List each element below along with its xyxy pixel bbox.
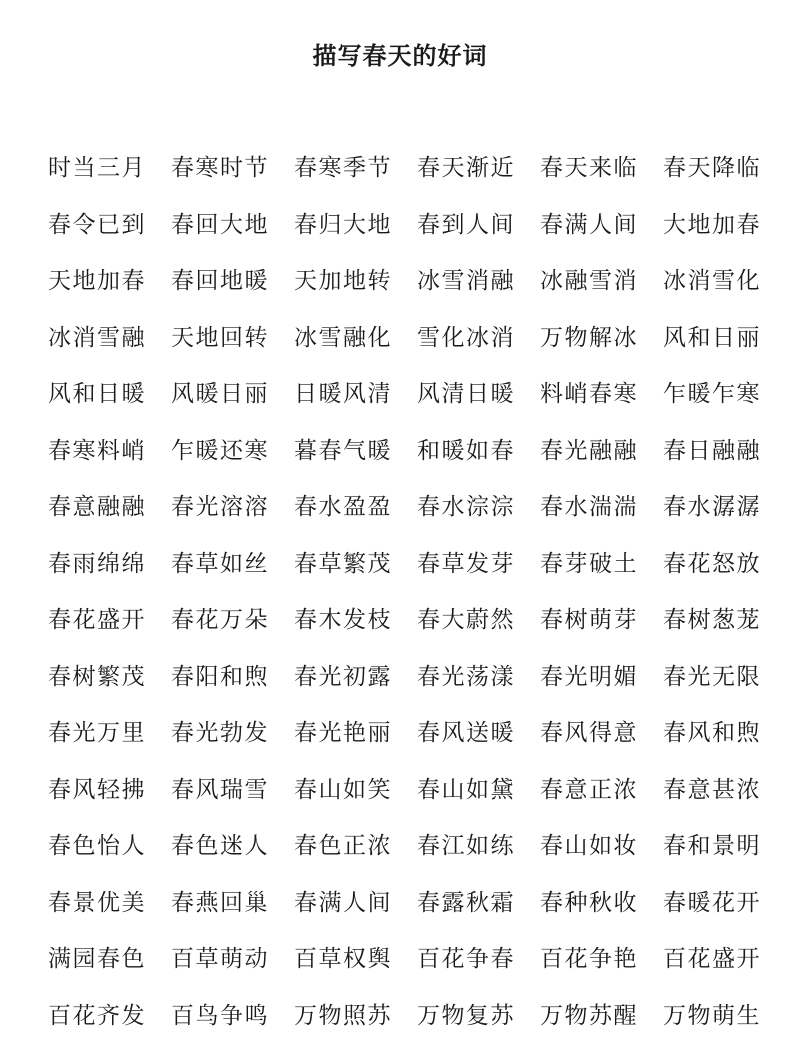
word-term: 春大蔚然 (417, 600, 540, 640)
word-term: 万物萌生 (663, 996, 786, 1036)
word-term: 时当三月 (48, 148, 171, 188)
word-term: 春光荡漾 (417, 657, 540, 697)
word-term: 春满人间 (540, 205, 663, 245)
word-row (48, 996, 788, 1052)
word-term: 春光溶溶 (171, 487, 294, 527)
word-term: 风清日暖 (417, 374, 540, 414)
word-term: 万物照苏 (294, 996, 417, 1036)
word-term: 雪化冰消 (417, 318, 540, 358)
word-term: 春色迷人 (171, 826, 294, 866)
word-term: 冰消雪化 (663, 261, 786, 301)
word-term: 春山如妆 (540, 826, 663, 866)
word-term: 冰雪消融 (417, 261, 540, 301)
word-row (48, 826, 788, 883)
word-row (48, 261, 788, 318)
word-term: 春意甚浓 (663, 770, 786, 810)
word-row (48, 431, 788, 488)
word-term: 春露秋霜 (417, 883, 540, 923)
word-term: 天地回转 (171, 318, 294, 358)
word-term: 料峭春寒 (540, 374, 663, 414)
word-term: 春回地暖 (171, 261, 294, 301)
word-term: 百花争春 (417, 939, 540, 979)
word-row (48, 374, 788, 431)
word-term: 冰融雪消 (540, 261, 663, 301)
word-term: 春山如笑 (294, 770, 417, 810)
word-term: 春意融融 (48, 487, 171, 527)
word-term: 风和日暖 (48, 374, 171, 414)
word-term: 春天来临 (540, 148, 663, 188)
word-term: 春暖花开 (663, 883, 786, 923)
word-term: 春意正浓 (540, 770, 663, 810)
word-term: 春景优美 (48, 883, 171, 923)
word-row (48, 318, 788, 375)
word-term: 春和景明 (663, 826, 786, 866)
word-term: 春风瑞雪 (171, 770, 294, 810)
word-term: 春天降临 (663, 148, 786, 188)
word-term: 春光明媚 (540, 657, 663, 697)
word-term: 春木发枝 (294, 600, 417, 640)
word-row (48, 205, 788, 262)
word-term: 春光勃发 (171, 713, 294, 753)
word-term: 春到人间 (417, 205, 540, 245)
word-term: 春山如黛 (417, 770, 540, 810)
word-term: 万物苏醒 (540, 996, 663, 1036)
word-term: 春种秋收 (540, 883, 663, 923)
word-term: 春风得意 (540, 713, 663, 753)
word-term: 天加地转 (294, 261, 417, 301)
word-grid (48, 148, 788, 1052)
word-row (48, 600, 788, 657)
word-term: 春花盛开 (48, 600, 171, 640)
word-term: 春色正浓 (294, 826, 417, 866)
word-term: 百草萌动 (171, 939, 294, 979)
word-term: 和暖如春 (417, 431, 540, 471)
word-term: 春水淙淙 (417, 487, 540, 527)
word-row (48, 487, 788, 544)
word-term: 春光万里 (48, 713, 171, 753)
word-row (48, 770, 788, 827)
word-term: 风暖日丽 (171, 374, 294, 414)
word-term: 万物解冰 (540, 318, 663, 358)
word-term: 春风送暖 (417, 713, 540, 753)
word-term: 春寒时节 (171, 148, 294, 188)
word-term: 春寒料峭 (48, 431, 171, 471)
word-term: 春风和煦 (663, 713, 786, 753)
word-term: 春风轻拂 (48, 770, 171, 810)
word-term: 春色怡人 (48, 826, 171, 866)
word-row (48, 544, 788, 601)
word-term: 春树萌芽 (540, 600, 663, 640)
word-term: 春日融融 (663, 431, 786, 471)
word-term: 春水湍湍 (540, 487, 663, 527)
word-term: 春花万朵 (171, 600, 294, 640)
word-row (48, 148, 788, 205)
word-term: 春令已到 (48, 205, 171, 245)
word-term: 春水盈盈 (294, 487, 417, 527)
word-term: 春满人间 (294, 883, 417, 923)
word-term: 万物复苏 (417, 996, 540, 1036)
word-term: 大地加春 (663, 205, 786, 245)
word-row (48, 657, 788, 714)
word-term: 百鸟争鸣 (171, 996, 294, 1036)
word-row (48, 883, 788, 940)
word-term: 百花争艳 (540, 939, 663, 979)
word-term: 春芽破土 (540, 544, 663, 584)
word-term: 百花齐发 (48, 996, 171, 1036)
word-term: 春江如练 (417, 826, 540, 866)
word-term: 百花盛开 (663, 939, 786, 979)
word-term: 暮春气暖 (294, 431, 417, 471)
word-term: 春回大地 (171, 205, 294, 245)
word-term: 满园春色 (48, 939, 171, 979)
word-term: 冰雪融化 (294, 318, 417, 358)
word-row (48, 939, 788, 996)
word-term: 春光融融 (540, 431, 663, 471)
word-term: 日暖风清 (294, 374, 417, 414)
word-term: 春花怒放 (663, 544, 786, 584)
word-term: 春燕回巢 (171, 883, 294, 923)
word-term: 春天渐近 (417, 148, 540, 188)
word-term: 春草如丝 (171, 544, 294, 584)
word-term: 春光无限 (663, 657, 786, 697)
word-term: 春归大地 (294, 205, 417, 245)
word-term: 百草权舆 (294, 939, 417, 979)
word-term: 风和日丽 (663, 318, 786, 358)
word-term: 春草繁茂 (294, 544, 417, 584)
word-term: 春树葱茏 (663, 600, 786, 640)
word-row (48, 713, 788, 770)
word-term: 天地加春 (48, 261, 171, 301)
word-term: 冰消雪融 (48, 318, 171, 358)
word-term: 春草发芽 (417, 544, 540, 584)
word-term: 春雨绵绵 (48, 544, 171, 584)
word-term: 春阳和煦 (171, 657, 294, 697)
word-term: 春水潺潺 (663, 487, 786, 527)
word-term: 乍暖还寒 (171, 431, 294, 471)
word-term: 春光艳丽 (294, 713, 417, 753)
word-term: 春寒季节 (294, 148, 417, 188)
page-title: 描写春天的好词 (0, 36, 800, 71)
word-term: 乍暖乍寒 (663, 374, 786, 414)
word-term: 春光初露 (294, 657, 417, 697)
word-term: 春树繁茂 (48, 657, 171, 697)
